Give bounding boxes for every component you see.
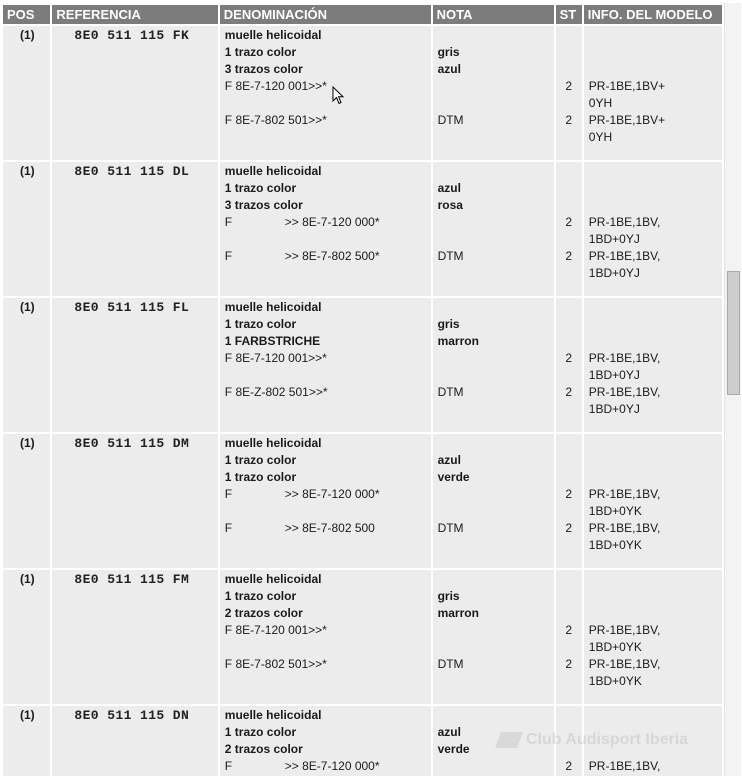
color-value: azul — [437, 453, 461, 467]
part-name: muelle helicoidal — [224, 572, 322, 586]
note-value — [438, 758, 554, 775]
spacer — [556, 571, 582, 588]
spacer — [438, 27, 554, 44]
validity-range — [225, 520, 431, 537]
spacer — [225, 673, 431, 690]
model-info-line: PR-1BE,1BV+ — [588, 79, 666, 93]
model-info-line: 1BD+0YJ — [588, 232, 640, 246]
model-info-cell — [584, 434, 722, 568]
spacer — [556, 316, 582, 333]
validity-range — [225, 486, 431, 503]
pos-cell: (1) — [3, 298, 50, 432]
model-info-line: PR-1BE,1BV+ — [588, 113, 666, 127]
spacer — [556, 435, 582, 452]
validity-range — [225, 622, 431, 639]
note-cell — [433, 298, 554, 432]
model-info-line: PR-1BE,1BV, — [588, 623, 661, 637]
color-value: marron — [437, 334, 479, 348]
spacer — [589, 605, 722, 622]
color-marking: 3 trazos color — [224, 198, 303, 212]
color-value: rosa — [437, 198, 463, 212]
part-name: muelle helicoidal — [224, 164, 322, 178]
spacer — [589, 333, 722, 350]
model-info-line: 1BD+0YK — [588, 640, 642, 654]
note-cell — [433, 162, 554, 296]
spacer — [225, 231, 431, 248]
model-info-line: 1BD+0YJ — [588, 402, 640, 416]
col-header-info[interactable]: INFO. DEL MODELO — [584, 5, 722, 24]
spacer — [556, 401, 582, 418]
note-value — [438, 214, 554, 231]
denomination-cell — [220, 162, 431, 296]
color-value: verde — [437, 742, 470, 756]
table-row[interactable] — [3, 570, 722, 704]
note-value — [438, 350, 554, 367]
part-name: muelle helicoidal — [224, 28, 322, 42]
spacer — [556, 639, 582, 656]
validity-range — [225, 78, 431, 95]
spacer — [438, 673, 554, 690]
spacer — [556, 469, 582, 486]
validity-prefix: F 8E-7-802 501>>* — [224, 657, 327, 671]
quantity-value: 2 — [565, 657, 573, 671]
denomination-cell — [220, 26, 431, 160]
spacer — [438, 503, 554, 520]
model-info-line: PR-1BE,1BV, — [588, 215, 661, 229]
spacer — [589, 571, 722, 588]
model-info-line: PR-1BE,1BV, — [588, 487, 661, 501]
denomination-cell — [220, 434, 431, 568]
note-cell — [433, 434, 554, 568]
color-marking: 1 FARBSTRICHE — [224, 334, 321, 348]
spacer — [556, 163, 582, 180]
spacer — [225, 401, 431, 418]
spacer — [225, 129, 431, 146]
spacer — [589, 452, 722, 469]
spacer — [438, 401, 554, 418]
spacer — [556, 707, 582, 724]
spacer — [589, 299, 722, 316]
spacer — [556, 180, 582, 197]
spacer — [556, 588, 582, 605]
quantity-value: 2 — [565, 521, 573, 535]
model-info-cell — [584, 26, 722, 160]
quantity-cell — [556, 570, 582, 704]
validity-prefix: F — [224, 249, 233, 263]
spacer — [556, 673, 582, 690]
vertical-scrollbar[interactable] — [724, 3, 741, 776]
model-info-line: 1BD+0YJ — [588, 266, 640, 280]
model-info-line: PR-1BE,1BV, — [588, 385, 661, 399]
spacer — [589, 163, 722, 180]
spacer — [556, 299, 582, 316]
note-value: DTM — [437, 249, 464, 263]
spacer — [556, 265, 582, 282]
pos-cell: (1) — [3, 26, 50, 160]
color-value: marron — [437, 606, 479, 620]
color-value: azul — [437, 62, 461, 76]
color-value: verde — [437, 470, 470, 484]
pos-cell: (1) — [3, 570, 50, 704]
quantity-value: 2 — [565, 385, 573, 399]
table-row[interactable] — [3, 298, 722, 432]
spacer — [589, 469, 722, 486]
spacer — [438, 95, 554, 112]
quantity-value: 2 — [565, 215, 573, 229]
validity-code: >> 8E-7-120 000* — [284, 759, 380, 773]
spacer — [556, 27, 582, 44]
quantity-value: 2 — [565, 487, 573, 501]
spacer — [556, 61, 582, 78]
note-value: DTM — [437, 657, 464, 671]
spacer — [556, 333, 582, 350]
validity-code: >> 8E-7-120 000* — [284, 215, 380, 229]
color-marking: 2 trazos color — [224, 742, 303, 756]
part-name: muelle helicoidal — [224, 436, 322, 450]
model-info-line: PR-1BE,1BV, — [588, 249, 661, 263]
note-cell — [433, 570, 554, 704]
color-marking: 1 trazo color — [224, 317, 297, 331]
model-info-line: 0YH — [588, 130, 613, 144]
model-info-line: PR-1BE,1BV, — [588, 521, 661, 535]
model-info-line: 1BD+0YJ — [588, 368, 640, 382]
part-number[interactable]: 8E0 511 115 DN — [52, 706, 217, 776]
validity-prefix: F — [224, 759, 233, 773]
model-info-line: PR-1BE,1BV, — [588, 351, 661, 365]
denomination-cell — [220, 706, 431, 776]
quantity-cell — [556, 434, 582, 568]
quantity-value: 2 — [565, 351, 573, 365]
validity-range — [225, 384, 431, 401]
spacer — [556, 605, 582, 622]
spacer — [438, 231, 554, 248]
spacer — [589, 316, 722, 333]
validity-range — [225, 112, 431, 129]
model-info-cell — [584, 298, 722, 432]
spacer — [438, 571, 554, 588]
spacer — [589, 435, 722, 452]
model-info-line: 0YH — [588, 96, 613, 110]
validity-prefix: F — [224, 215, 233, 229]
spacer — [556, 452, 582, 469]
spacer — [556, 197, 582, 214]
note-value: DTM — [437, 113, 464, 127]
spacer — [438, 537, 554, 554]
spacer — [225, 367, 431, 384]
spacer — [225, 537, 431, 554]
col-header-ref[interactable]: REFERENCIA — [52, 5, 217, 24]
part-number[interactable]: 8E0 511 115 FL — [52, 298, 217, 432]
quantity-cell — [556, 162, 582, 296]
spacer — [589, 180, 722, 197]
color-marking: 1 trazo color — [224, 181, 297, 195]
color-value: azul — [437, 725, 461, 739]
mouse-cursor-icon — [332, 86, 346, 106]
model-info-line: PR-1BE,1BV, — [588, 657, 661, 671]
denomination-cell — [220, 570, 431, 704]
color-value: gris — [437, 45, 460, 59]
spacer — [438, 435, 554, 452]
spacer — [556, 231, 582, 248]
validity-range — [225, 248, 431, 265]
spacer — [556, 95, 582, 112]
spacer — [438, 707, 554, 724]
model-info-cell — [584, 162, 722, 296]
spacer — [225, 265, 431, 282]
model-info-line: 1BD+0YK — [588, 504, 642, 518]
spacer — [438, 129, 554, 146]
validity-prefix: F 8E-7-802 501>>* — [224, 113, 327, 127]
color-value: gris — [437, 317, 460, 331]
validity-prefix: F 8E-Z-802 501>>* — [224, 385, 328, 399]
watermark: Club Audisport Iberia — [498, 731, 688, 749]
validity-prefix: F 8E-7-120 001>>* — [224, 79, 327, 93]
note-value: DTM — [437, 385, 464, 399]
spacer — [556, 129, 582, 146]
table-row[interactable] — [3, 26, 722, 160]
scrollbar-thumb[interactable] — [727, 271, 740, 395]
model-info-line: 1BD+0YK — [588, 674, 642, 688]
color-marking: 1 trazo color — [224, 725, 297, 739]
watermark-logo-icon — [495, 732, 523, 748]
validity-code: >> 8E-7-802 500* — [284, 249, 380, 263]
col-header-nota[interactable]: NOTA — [433, 5, 554, 24]
pos-cell: (1) — [3, 434, 50, 568]
part-name: muelle helicoidal — [224, 300, 322, 314]
validity-prefix: F 8E-7-120 001>>* — [224, 623, 327, 637]
color-marking: 2 trazos color — [224, 606, 303, 620]
spacer — [438, 367, 554, 384]
col-header-pos[interactable]: POS — [3, 5, 50, 24]
spacer — [589, 588, 722, 605]
note-value — [438, 486, 554, 503]
spacer — [438, 163, 554, 180]
note-cell — [433, 26, 554, 160]
quantity-value: 2 — [565, 623, 573, 637]
note-value — [438, 622, 554, 639]
part-number[interactable]: 8E0 511 115 FK — [52, 26, 217, 160]
validity-prefix: F — [224, 521, 233, 535]
col-header-den[interactable]: DENOMINACIÓN — [220, 5, 431, 24]
part-number[interactable]: 8E0 511 115 FM — [52, 570, 217, 704]
spacer — [225, 95, 431, 112]
validity-range — [225, 656, 431, 673]
color-value: gris — [437, 589, 460, 603]
color-marking: 3 trazos color — [224, 62, 303, 76]
validity-range — [225, 214, 431, 231]
spacer — [556, 44, 582, 61]
validity-range — [225, 758, 431, 775]
color-marking: 1 trazo color — [224, 470, 297, 484]
table-row[interactable] — [3, 434, 722, 568]
color-marking: 1 trazo color — [224, 453, 297, 467]
quantity-value: 2 — [565, 79, 573, 93]
quantity-cell — [556, 26, 582, 160]
spacer — [225, 503, 431, 520]
spacer — [438, 299, 554, 316]
quantity-cell — [556, 298, 582, 432]
pos-cell: (1) — [3, 162, 50, 296]
quantity-value: 2 — [565, 113, 573, 127]
spacer — [438, 639, 554, 656]
spacer — [589, 61, 722, 78]
color-value: azul — [437, 181, 461, 195]
header-row — [3, 5, 722, 24]
validity-prefix: F — [224, 487, 233, 501]
spacer — [556, 537, 582, 554]
table-row[interactable] — [3, 162, 722, 296]
denomination-cell — [220, 298, 431, 432]
note-value — [438, 78, 554, 95]
color-marking: 1 trazo color — [224, 589, 297, 603]
spacer — [438, 265, 554, 282]
validity-code: >> 8E-7-120 000* — [284, 487, 380, 501]
spacer — [556, 367, 582, 384]
spacer — [556, 503, 582, 520]
col-header-st[interactable]: ST — [556, 5, 582, 24]
quantity-value: 2 — [565, 759, 573, 773]
model-info-line: 1BD+0YK — [588, 538, 642, 552]
spacer — [589, 27, 722, 44]
note-value: DTM — [437, 521, 464, 535]
validity-prefix: F 8E-7-120 001>>* — [224, 351, 327, 365]
spacer — [589, 44, 722, 61]
parts-table — [1, 3, 724, 776]
model-info-line: PR-1BE,1BV, — [588, 759, 661, 773]
pos-cell: (1) — [3, 706, 50, 776]
part-number[interactable]: 8E0 511 115 DM — [52, 434, 217, 568]
color-marking: 1 trazo color — [224, 45, 297, 59]
spacer — [589, 197, 722, 214]
quantity-value: 2 — [565, 249, 573, 263]
validity-code: >> 8E-7-802 500 — [284, 521, 375, 535]
spacer — [589, 707, 722, 724]
model-info-cell — [584, 570, 722, 704]
part-number[interactable]: 8E0 511 115 DL — [52, 162, 217, 296]
part-name: muelle helicoidal — [224, 708, 322, 722]
validity-range — [225, 350, 431, 367]
spacer — [225, 639, 431, 656]
